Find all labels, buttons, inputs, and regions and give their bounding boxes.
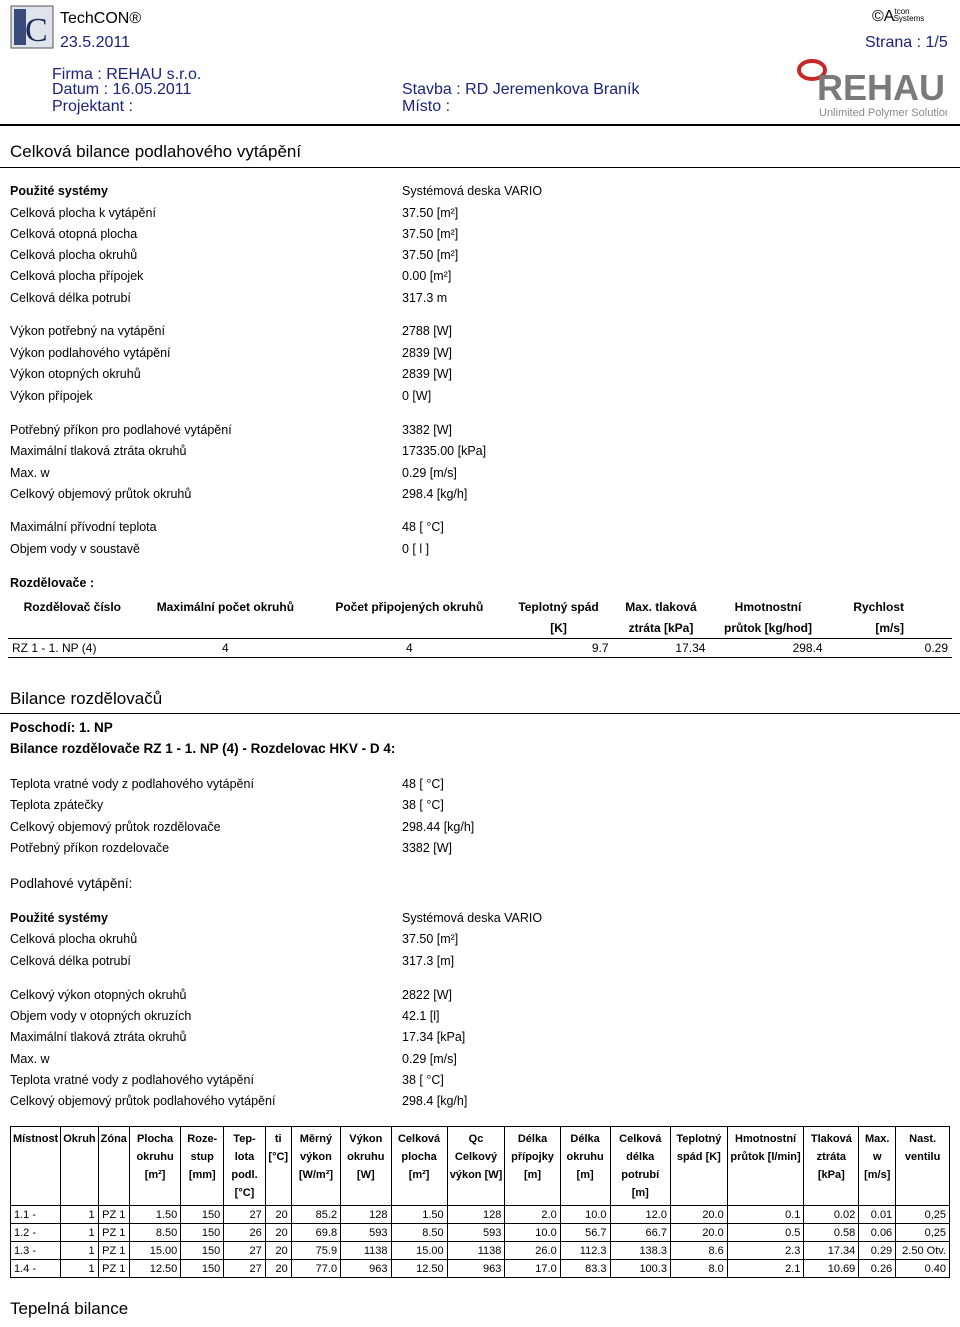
floor-heating-value: 298.4 [kg/h] [402,1094,468,1108]
room-cell: 75.9 [291,1242,340,1260]
summary-value: 317.3 m [402,291,448,305]
room-cell: 150 [181,1206,224,1224]
summary-value: 2788 [W] [402,324,453,338]
floor-heating-label: Teplota vratné vody z podlahového vytápění [10,1073,254,1087]
bilance-divider [0,713,960,714]
summary-value: 17335.00 [kPa] [402,444,487,458]
room-cell: 20.0 [670,1206,727,1224]
floor-heating-label: Celková délka potrubí [10,954,131,968]
room-header: Celková délka potrubí [m] [610,1127,670,1206]
room-cell: 138.3 [610,1242,670,1260]
room-cell: 85.2 [291,1206,340,1224]
techcon-logo [10,5,54,49]
room-cell: 593 [341,1224,391,1242]
room-cell: 2.50 Otv. [896,1242,950,1260]
dist-cell: 0.29 [827,639,952,658]
floor-heating-value: Systémová deska VARIO [402,911,543,925]
summary-label: Výkon přípojek [10,389,93,403]
room-cell: 15.00 [129,1242,180,1260]
summary-value: 2839 [W] [402,346,453,360]
room-header: Plocha okruhu [m²] [129,1127,180,1206]
summary-value: 0 [ l ] [402,542,430,556]
room-cell: 1138 [447,1242,505,1260]
room-cell: 17.0 [505,1260,560,1278]
room-row [11,1260,950,1278]
room-cell: 963 [341,1260,391,1278]
floor-heating-label: Objem vody v otopných okruzích [10,1009,192,1023]
floor-heating-value: 17.34 [kPa] [402,1030,466,1044]
room-cell: 12.0 [610,1206,670,1224]
room-row [11,1224,950,1242]
room-cell: 1.3 - [11,1242,61,1260]
room-cell: PZ 1 [98,1242,129,1260]
floor-heating-value: 317.3 [m] [402,954,455,968]
bilance-label: Teplota vratné vody z podlahového vytápění [10,777,254,791]
summary-label: Potřebný příkon pro podlahové vytápění [10,423,232,437]
room-header: Hmotnostní průtok [l/min] [727,1127,804,1206]
dist-header: Teplotný spád [518,599,599,614]
floor-heating-label: Celkový objemový průtok podlahového vytápění [10,1094,276,1108]
room-header: Celková plocha [m²] [391,1127,447,1206]
room-cell: 12.50 [129,1260,180,1278]
summary-value: 37.50 [m²] [402,248,459,262]
header-divider [0,124,960,126]
room-header: Místnost [11,1127,61,1206]
room-cell: 1138 [341,1242,391,1260]
room-cell: 1.1 - [11,1206,61,1224]
dist-header-unit: [K] [505,617,613,639]
room-cell: 2.3 [727,1242,804,1260]
bilance-title: Bilance rozdělovačů [10,689,163,708]
room-cell: 593 [447,1224,505,1242]
summary-value: 298.4 [kg/h] [402,487,468,501]
summary-label: Maximální přívodní teplota [10,520,157,534]
room-cell: 1.4 - [11,1260,61,1278]
summary-label: Celková plocha okruhů [10,248,138,262]
summary-label: Výkon otopných okruhů [10,367,141,381]
room-cell: 100.3 [610,1260,670,1278]
room-cell: 1.50 [129,1206,180,1224]
room-cell: 1 [61,1260,98,1278]
dist-header: Počet připojených okruhů [335,599,484,614]
room-cell: 27 [224,1260,265,1278]
floor-label: Poschodí: 1. NP [10,720,113,735]
summary-label: Celková délka potrubí [10,291,131,305]
floor-heating-label: Maximální tlaková ztráta okruhů [10,1030,187,1044]
room-cell: 150 [181,1242,224,1260]
company: Firma : REHAU s.r.o. [52,66,202,83]
room-cell: 0.06 [859,1224,896,1242]
summary-value: Systémová deska VARIO [402,184,543,198]
room-cell: 128 [447,1206,505,1224]
room-cell: 77.0 [291,1260,340,1278]
room-header: Zóna [98,1127,129,1206]
room-cell: PZ 1 [98,1206,129,1224]
bilance-label: Teplota zpátečky [10,798,104,812]
room-cell: 0.1 [727,1206,804,1224]
summary-value: 0 [W] [402,389,432,403]
room-cell: 27 [224,1242,265,1260]
dist-header: Hmotnostní [734,599,802,614]
room-header: Výkon okruhu [W] [341,1127,391,1206]
room-cell: 2.1 [727,1260,804,1278]
room-header: Qc Celkový výkon [W] [447,1127,505,1206]
dist-header: Max. tlaková [625,599,697,614]
dist-header: Rozdělovač číslo [23,599,121,614]
room-cell: 83.3 [560,1260,610,1278]
dist-cell: 17.34 [613,639,710,658]
room-cell: 10.0 [505,1224,560,1242]
floor-heating-value: 38 [ °C] [402,1073,444,1087]
dist-cell: 4 [314,639,504,658]
summary-label: Celkový objemový průtok okruhů [10,487,192,501]
room-cell: 963 [447,1260,505,1278]
projektant: Projektant : [52,98,133,115]
room-header: Tep- lota podl. [°C] [224,1127,265,1206]
room-cell: 15.00 [391,1242,447,1260]
room-cell: 0.58 [804,1224,859,1242]
room-cell: 69.8 [291,1224,340,1242]
room-cell: 1 [61,1224,98,1242]
dist-cell: RZ 1 - 1. NP (4) [8,639,137,658]
room-cell: 27 [224,1206,265,1224]
svg-text:REHAU: REHAU [817,67,946,108]
distributors-table [8,596,952,658]
room-header: Délka přípojky [m] [505,1127,560,1206]
room-cell: 0.40 [896,1260,950,1278]
summary-title: Celková bilance podlahového vytápění [10,142,302,161]
room-header: Okruh [61,1127,98,1206]
dist-header-unit: [m/s] [827,617,952,639]
room-cell: 0.01 [859,1206,896,1224]
dist-header: Maximální počet okruhů [156,599,295,614]
summary-label: Výkon podlahového vytápění [10,346,171,360]
room-cell: 150 [181,1224,224,1242]
room-cell: 56.7 [560,1224,610,1242]
dist-header-unit [137,617,314,639]
summary-label: Celková plocha k vytápění [10,206,156,220]
distributor-balance-title: Bilance rozdělovače RZ 1 - 1. NP (4) - Rozdelovac HKV - D 4: [10,741,396,756]
room-header: Délka okruhu [m] [560,1127,610,1206]
room-cell: 66.7 [610,1224,670,1242]
stavba: Stavba : RD Jeremenkova Braník [402,81,640,98]
room-header: Měrný výkon [W/m²] [291,1127,340,1206]
room-cell: PZ 1 [98,1224,129,1242]
room-cell: 0.29 [859,1242,896,1260]
svg-text:Unlimited Polymer Solutions: Unlimited Polymer Solutions [819,107,947,119]
room-header: Nast. ventilu [896,1127,950,1206]
room-cell: 150 [181,1260,224,1278]
datum: Datum : 16.05.2011 [52,81,192,98]
dist-header-unit: ztráta [kPa] [613,617,710,639]
room-cell: 17.34 [804,1242,859,1260]
room-cell: 20.0 [670,1224,727,1242]
summary-label: Celková otopná plocha [10,227,138,241]
summary-value: 37.50 [m²] [402,206,459,220]
room-cell: 2.0 [505,1206,560,1224]
room-cell: 8.50 [129,1224,180,1242]
page-number: Strana : 1/5 [865,34,948,51]
room-cell: 1.50 [391,1206,447,1224]
room-cell: 8.0 [670,1260,727,1278]
floor-heating-value: 2822 [W] [402,988,453,1002]
summary-value: 37.50 [m²] [402,227,459,241]
misto: Místo : [402,98,451,115]
dist-cell: 9.7 [505,639,613,658]
dist-cell: 298.4 [709,639,826,658]
bilance-value: 298.44 [kg/h] [402,820,475,834]
heat-balance-title: Tepelná bilance [10,1299,129,1318]
room-cell: 20 [265,1224,291,1242]
summary-divider [0,167,960,168]
bilance-value: 48 [ °C] [402,777,444,791]
dist-row [8,639,952,658]
room-cell: 1 [61,1206,98,1224]
room-header: ti [°C] [265,1127,291,1206]
floor-heating-label: Použité systémy [10,911,108,925]
room-row [11,1206,950,1224]
summary-value: 3382 [W] [402,423,453,437]
dist-cell: 4 [137,639,314,658]
distributors-title: Rozdělovače : [10,576,95,590]
svg-text:C: C [25,12,48,49]
room-cell: PZ 1 [98,1260,129,1278]
summary-value: 0.29 [m/s] [402,466,457,480]
print-date: 23.5.2011 [60,34,130,51]
room-header: Tlaková ztráta [kPa] [804,1127,859,1206]
room-cell: 10.69 [804,1260,859,1278]
room-cell: 0.5 [727,1224,804,1242]
app-name: TechCON® [60,10,142,27]
floor-heating-value: 37.50 [m²] [402,932,459,946]
room-cell: 12.50 [391,1260,447,1278]
summary-label: Objem vody v soustavě [10,542,140,556]
summary-value: 48 [ °C] [402,520,444,534]
room-cell: 1 [61,1242,98,1260]
room-cell: 8.50 [391,1224,447,1242]
dist-header-unit [8,617,137,639]
room-cell: 0.26 [859,1260,896,1278]
room-cell: 1.2 - [11,1224,61,1242]
summary-label: Použité systémy [10,184,108,198]
floor-heating-label: Max. w [10,1052,50,1066]
summary-label: Celková plocha přípojek [10,269,144,283]
room-cell: 26 [224,1224,265,1242]
dist-header-unit: průtok [kg/hod] [709,617,826,639]
room-cell: 26.0 [505,1242,560,1260]
room-cell: 112.3 [560,1242,610,1260]
rehau-logo [795,54,947,120]
room-cell: 8.6 [670,1242,727,1260]
room-cell: 20 [265,1242,291,1260]
room-header: Max. w [m/s] [859,1127,896,1206]
bilance-value: 38 [ °C] [402,798,444,812]
room-cell: 20 [265,1260,291,1278]
floor-heating-label: Celkový výkon otopných okruhů [10,988,187,1002]
room-row [11,1242,950,1260]
summary-value: 0.00 [m²] [402,269,452,283]
summary-value: 2839 [W] [402,367,453,381]
room-cell: 0,25 [896,1224,950,1242]
dist-header: Rychlost [853,599,904,614]
room-cell: 20 [265,1206,291,1224]
rooms-table [10,1126,950,1278]
copyright-mark: $©A^{tcon}Systems$ [872,7,925,25]
floor-heating-title: Podlahové vytápění: [10,876,133,891]
room-cell: 0.02 [804,1206,859,1224]
room-header: Teplotný spád [K] [670,1127,727,1206]
summary-label: Výkon potřebný na vytápění [10,324,165,338]
summary-label: Maximální tlaková ztráta okruhů [10,444,187,458]
room-cell: 128 [341,1206,391,1224]
dist-header-unit [314,617,504,639]
bilance-value: 3382 [W] [402,841,453,855]
floor-heating-label: Celková plocha okruhů [10,932,138,946]
bilance-label: Celkový objemový průtok rozdělovače [10,820,221,834]
room-cell: 0,25 [896,1206,950,1224]
floor-heating-value: 42.1 [l] [402,1009,440,1023]
bilance-label: Potřebný příkon rozdelovače [10,841,170,855]
summary-label: Max. w [10,466,50,480]
room-cell: 10.0 [560,1206,610,1224]
room-header: Roze- stup [mm] [181,1127,224,1206]
floor-heating-value: 0.29 [m/s] [402,1052,457,1066]
